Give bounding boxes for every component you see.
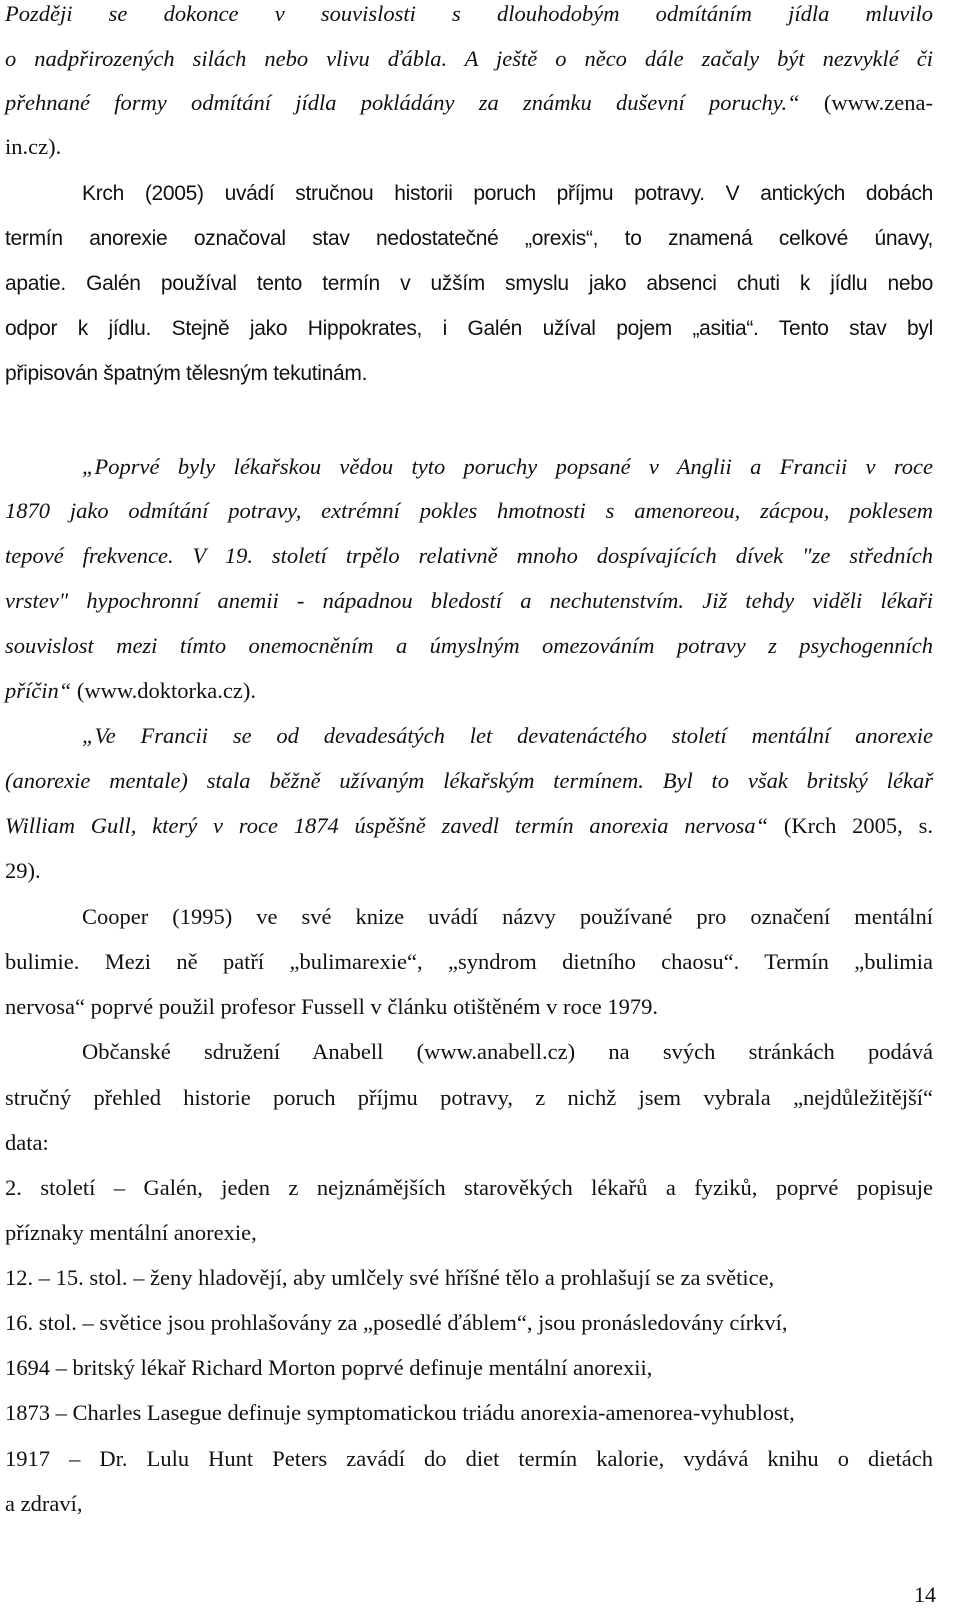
- text-line: [5, 677, 933, 705]
- text-line: [5, 632, 933, 660]
- text-segment: Později se dokonce v souvislosti s dlouhodobým odmítáním jídla mluvilo: [5, 1, 933, 26]
- text-segment: o nadpřirozených silách nebo vlivu ďábla. A ještě o něco dále začaly být nezvyklé či: [5, 46, 933, 71]
- text-segment: 12. – 15. stol. – ženy hladovějí, aby umlčely své hříšné tělo a prohlašují se za světice,: [5, 1265, 775, 1290]
- text-segment: a zdraví,: [5, 1491, 83, 1516]
- text-line: [5, 225, 933, 253]
- text-segment: stručný přehled historie poruch příjmu potravy, z nichž jsem vybrala „nejdůležitější“: [5, 1085, 933, 1110]
- text-line: [5, 0, 933, 28]
- text-line: [5, 587, 933, 615]
- text-segment: Krch (2005) uvádí stručnou historii poruch příjmu potravy. V antických dobách: [82, 182, 933, 205]
- text-segment: bulimie. Mezi ně patří „bulimarexie“, „syndrom dietního chaosu“. Termín „bulimia: [5, 949, 933, 974]
- text-segment: příznaky mentální anorexie,: [5, 1220, 257, 1245]
- text-line: [5, 1399, 933, 1427]
- text-line: [5, 1354, 933, 1382]
- text-line: [5, 1264, 933, 1292]
- text-line: [5, 89, 933, 117]
- text-line: [5, 1309, 933, 1337]
- text-line: [82, 722, 933, 750]
- text-segment: 1694 – britský lékař Richard Morton poprvé definuje mentální anorexii,: [5, 1355, 653, 1380]
- text-line: [5, 45, 933, 73]
- text-segment: odpor k jídlu. Stejně jako Hippokrates, i Galén užíval pojem „asitia“. Tento stav byl: [5, 317, 933, 340]
- text-segment: 2. století – Galén, jeden z nejznámějších starověkých lékařů a fyziků, poprvé popisuje: [5, 1175, 933, 1200]
- text-segment: data:: [5, 1130, 49, 1155]
- text-segment: souvislost mezi tímto onemocněním a úmyslným omezováním potravy z psychogenních: [5, 633, 933, 658]
- text-line: [5, 360, 933, 388]
- text-segment: 29).: [5, 858, 41, 883]
- text-segment: vrstev" hypochronní anemii - nápadnou bledostí a nechutenstvím. Již tehdy viděli lékaři: [5, 588, 933, 613]
- text-segment: „Poprvé byly lékařskou vědou tyto poruchy popsané v Anglii a Francii v roce: [82, 454, 933, 479]
- text-segment: přehnané formy odmítání jídla pokládány za známku duševní poruchy.“: [5, 90, 800, 115]
- text-segment: připisován špatným tělesným tekutinám.: [5, 362, 368, 385]
- text-line: [5, 767, 933, 795]
- text-segment: William Gull, který v roce 1874 úspěšně zavedl termín anorexia nervosa“: [5, 813, 769, 838]
- text-segment: 1870 jako odmítání potravy, extrémní pokles hmotnosti s amenoreou, zácpou, poklesem: [5, 498, 933, 523]
- text-segment: (www.doktorka.cz).: [71, 678, 256, 703]
- text-line: [82, 453, 933, 481]
- text-segment: (anorexie mentale) stala běžně užívaným lékařským termínem. Byl to však britský lékař: [5, 768, 933, 793]
- text-line: [5, 315, 933, 343]
- text-segment: nervosa“ poprvé použil profesor Fussell v článku otištěném v roce 1979.: [5, 994, 658, 1019]
- text-segment: Cooper (1995) ve své knize uvádí názvy používané pro označení mentální: [82, 904, 933, 929]
- text-line: [5, 948, 933, 976]
- text-line: [82, 180, 933, 208]
- text-segment: „Ve Francii se od devadesátých let devatenáctého století mentální anorexie: [82, 723, 933, 748]
- text-line: [5, 1174, 933, 1202]
- text-segment: 16. stol. – světice jsou prohlašovány za „posedlé ďáblem“, jsou pronásledovány církví,: [5, 1310, 788, 1335]
- text-line: [5, 542, 933, 570]
- text-segment: (www.zena-: [799, 90, 934, 115]
- text-line: [5, 857, 933, 885]
- text-segment: 1873 – Charles Lasegue definuje symptomatickou triádu anorexia-amenorea-vyhublost,: [5, 1400, 795, 1425]
- text-segment: tepové frekvence. V 19. století trpělo relativně mnoho dospívajících dívek "ze středních: [5, 543, 933, 568]
- text-line: [5, 270, 933, 298]
- text-segment: příčin“: [5, 678, 72, 703]
- text-segment: in.cz).: [5, 134, 62, 159]
- text-line: [5, 1084, 933, 1112]
- text-line: [5, 993, 933, 1021]
- page-number: 14: [914, 1582, 936, 1607]
- text-line: [5, 497, 933, 525]
- text-line: [82, 903, 933, 931]
- text-segment: (Krch 2005, s.: [768, 813, 933, 838]
- text-segment: Občanské sdružení Anabell (www.anabell.cz) na svých stránkách podává: [82, 1039, 933, 1064]
- text-segment: termín anorexie označoval stav nedostatečné „orexis“, to znamená celkové únavy,: [5, 227, 933, 250]
- text-line: [82, 1038, 933, 1066]
- text-line: [5, 812, 933, 840]
- text-segment: apatie. Galén používal tento termín v užším smyslu jako absenci chuti k jídlu nebo: [5, 272, 933, 295]
- text-line: [5, 1219, 933, 1247]
- text-line: [5, 1445, 933, 1473]
- text-line: [5, 133, 933, 161]
- text-line: [5, 1490, 933, 1518]
- text-line: [5, 1129, 933, 1157]
- text-segment: 1917 – Dr. Lulu Hunt Peters zavádí do diet termín kalorie, vydává knihu o dietách: [5, 1446, 933, 1471]
